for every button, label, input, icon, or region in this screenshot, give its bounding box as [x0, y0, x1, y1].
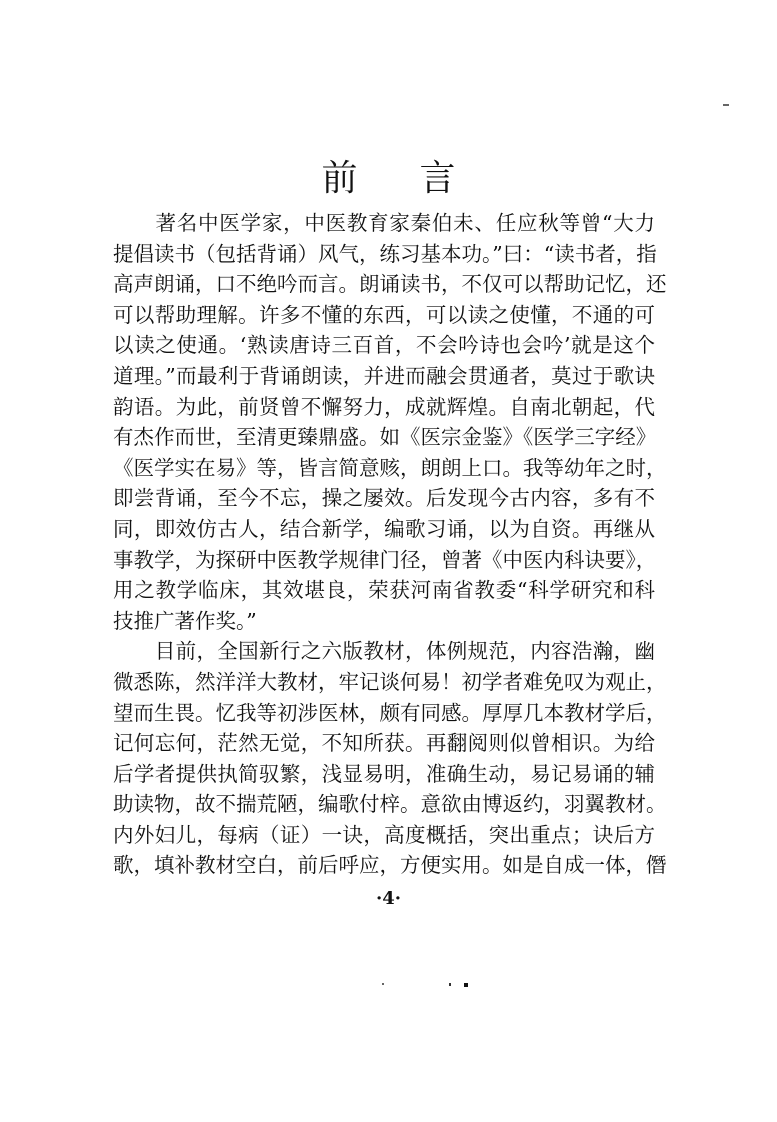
text-line: 技推广著作奖。” [113, 608, 257, 633]
text-line: 用之教学临床，其效堪良，荣获河南省教委“科学研究和科 [113, 578, 655, 603]
title-char-1: 前 [321, 158, 358, 199]
text-line: 望而生畏。忆我等初涉医林，颇有同感。厚厚几本教材学后， [113, 700, 667, 725]
text-line: 目前，全国新行之六版教材，体例规范，内容浩瀚，幽 [113, 639, 655, 664]
title-char-2: 言 [419, 158, 456, 199]
text-line: 道理。”而最利于背诵朗读，并进而融会贯通者，莫过于歌诀 [113, 363, 655, 388]
scan-mark-top-right [723, 104, 729, 106]
preface-body [113, 208, 667, 881]
scan-speck [382, 983, 384, 985]
text-line: 后学者提供执简驭繁，浅显易明，准确生动，易记易诵的辅 [113, 761, 655, 786]
text-line: 微悉陈，然洋洋大教材，牢记谈何易！初学者难免叹为观止， [113, 669, 667, 694]
page-title [0, 150, 777, 201]
scan-speck [464, 983, 468, 987]
text-line: 高声朗诵，口不绝吟而言。朗诵读书，不仅可以帮助记忆，还 [113, 272, 667, 297]
text-line: 提倡读书（包括背诵）风气，练习基本功。”曰：“读书者，指 [113, 241, 657, 266]
text-line: 韵语。为此，前贤曾不懈努力，成就辉煌。自南北朝起，代 [113, 394, 655, 419]
text-line: 助读物，故不揣荒陋，编歌付梓。意欲由博返约，羽翼教材。 [113, 792, 667, 817]
text-line: 著名中医学家，中医教育家秦伯未、任应秋等曾“大力 [113, 211, 655, 235]
text-line: 事教学，为探研中医教学规律门径，曾著《中医内科诀要》， [113, 547, 657, 572]
page-number: ·4· [375, 888, 402, 909]
text-line: 同，即效仿古人，结合新学，编歌习诵，以为自资。再继从 [113, 516, 655, 541]
text-line: 内外妇儿，每病（证）一诀，高度概括，突出重点；诀后方 [113, 822, 655, 847]
text-line: 即尝背诵，至今不忘，操之屡效。后发现今古内容，多有不 [113, 486, 655, 511]
text-line: 可以帮助理解。许多不懂的东西，可以读之使懂，不通的可 [113, 302, 655, 327]
text-line: 《医学实在易》等，皆言简意赅，朗朗上口。我等幼年之时， [113, 455, 667, 480]
text-line: 歌，填补教材空白，前后呼应，方便实用。如是自成一体，僭 [113, 853, 667, 878]
text-line: 记何忘何，茫然无觉，不知所获。再翻阅则似曾相识。为给 [113, 731, 655, 756]
text-line: 以读之使通。‘熟读唐诗三百首，不会吟诗也会吟’就是这个 [113, 333, 655, 358]
scan-speck [449, 983, 451, 986]
text-line: 有杰作而世，至清更臻鼎盛。如《医宗金鉴》《医学三字经》 [113, 425, 657, 450]
